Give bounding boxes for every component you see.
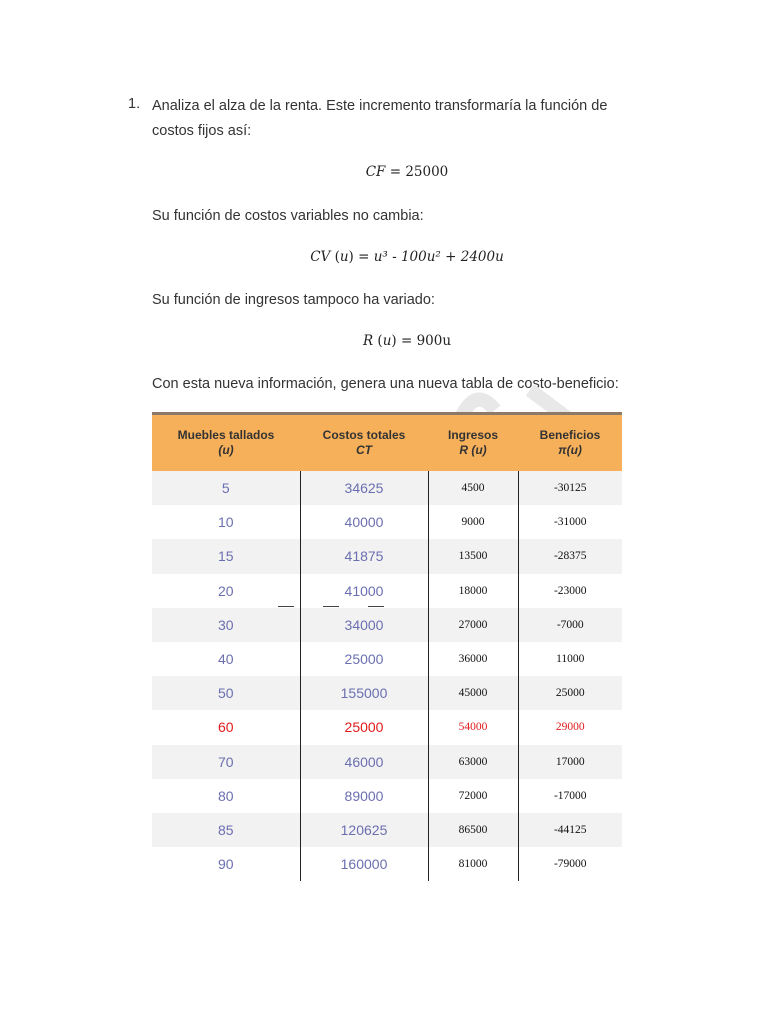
header-income: Ingresos R (u) (428, 414, 518, 472)
income-text: Su función de ingresos tampoco ha variado: (152, 292, 435, 308)
r-argument: u (382, 333, 392, 349)
cell-units: 70 (152, 745, 300, 779)
stray-dash (323, 606, 339, 607)
variable-cost-text: Su función de costos variables no cambia: (152, 208, 424, 224)
header-benefits: Beneficios π(u) (518, 414, 622, 472)
cell-benefit: -30125 (518, 471, 622, 505)
cell-total-cost: 34000 (300, 608, 428, 642)
stray-dash (368, 606, 384, 607)
cell-income: 13500 (428, 539, 518, 573)
intro-paragraph (152, 94, 642, 144)
cell-benefit: 25000 (518, 676, 622, 710)
cell-total-cost: 25000 (300, 642, 428, 676)
header-total-costs: Costos totales CT (300, 414, 428, 472)
cell-income: 27000 (428, 608, 518, 642)
cost-benefit-table (152, 412, 622, 881)
r-value: = 900u (396, 333, 452, 349)
cell-benefit: 17000 (518, 745, 622, 779)
cell-units: 15 (152, 539, 300, 573)
cell-benefit: -31000 (518, 505, 622, 539)
cell-benefit: -28375 (518, 539, 622, 573)
cell-total-cost: 89000 (300, 779, 428, 813)
cell-income: 72000 (428, 779, 518, 813)
table-intro-text: Con esta nueva información, genera una nueva tabla de costo-beneficio: (152, 376, 619, 392)
cell-units: 60 (152, 710, 300, 744)
table-row (152, 642, 622, 676)
cell-benefit: -44125 (518, 813, 622, 847)
cv-argument: u (339, 249, 349, 265)
header-units: Muebles tallados (u) (152, 414, 300, 472)
list-number: 1. (128, 96, 141, 112)
table-row (152, 710, 622, 744)
cell-total-cost: 41000 (300, 574, 428, 608)
intro-line-2: costos fijos así: (152, 123, 252, 139)
cf-value: = 25000 (385, 164, 449, 180)
table-row (152, 471, 622, 505)
intro-line-1: Analiza el alza de la renta. Este incremento transformaría la función de (152, 98, 608, 114)
income-equation: R (u) = 900u (362, 333, 452, 349)
cell-total-cost: 155000 (300, 676, 428, 710)
cell-income: 9000 (428, 505, 518, 539)
cell-units: 40 (152, 642, 300, 676)
cell-income: 4500 (428, 471, 518, 505)
table-row (152, 608, 622, 642)
cell-total-cost: 46000 (300, 745, 428, 779)
cv-expression: u³ - 100u² + 2400u (373, 249, 504, 265)
cell-units: 85 (152, 813, 300, 847)
cell-units: 50 (152, 676, 300, 710)
variable-cost-equation: CV (u) = u³ - 100u² + 2400u (310, 249, 504, 265)
cell-total-cost: 160000 (300, 847, 428, 881)
table-row (152, 813, 622, 847)
table-row (152, 505, 622, 539)
cell-units: 10 (152, 505, 300, 539)
cell-income: 63000 (428, 745, 518, 779)
cv-symbol: CV (310, 249, 331, 265)
cell-units: 30 (152, 608, 300, 642)
cell-income: 81000 (428, 847, 518, 881)
table-row (152, 676, 622, 710)
cell-income: 54000 (428, 710, 518, 744)
table-row (152, 539, 622, 573)
cell-benefit: 29000 (518, 710, 622, 744)
table-row (152, 745, 622, 779)
cell-benefit: -23000 (518, 574, 622, 608)
cell-total-cost: 34625 (300, 471, 428, 505)
cell-benefit: -79000 (518, 847, 622, 881)
r-symbol: R (362, 333, 374, 349)
cell-total-cost: 40000 (300, 505, 428, 539)
stray-dash (278, 606, 294, 607)
cell-benefit: -7000 (518, 608, 622, 642)
cell-income: 36000 (428, 642, 518, 676)
cell-benefit: 11000 (518, 642, 622, 676)
table-row (152, 574, 622, 608)
cell-income: 86500 (428, 813, 518, 847)
cell-total-cost: 25000 (300, 710, 428, 744)
fixed-cost-equation (152, 164, 662, 180)
table-header-row (152, 414, 622, 472)
cf-symbol: CF (365, 164, 386, 180)
cell-units: 80 (152, 779, 300, 813)
cell-units: 20 (152, 574, 300, 608)
cell-benefit: -17000 (518, 779, 622, 813)
cell-income: 45000 (428, 676, 518, 710)
table-row (152, 847, 622, 881)
cell-income: 18000 (428, 574, 518, 608)
cell-total-cost: 41875 (300, 539, 428, 573)
cell-units: 5 (152, 471, 300, 505)
cell-units: 90 (152, 847, 300, 881)
table-row (152, 779, 622, 813)
cell-total-cost: 120625 (300, 813, 428, 847)
